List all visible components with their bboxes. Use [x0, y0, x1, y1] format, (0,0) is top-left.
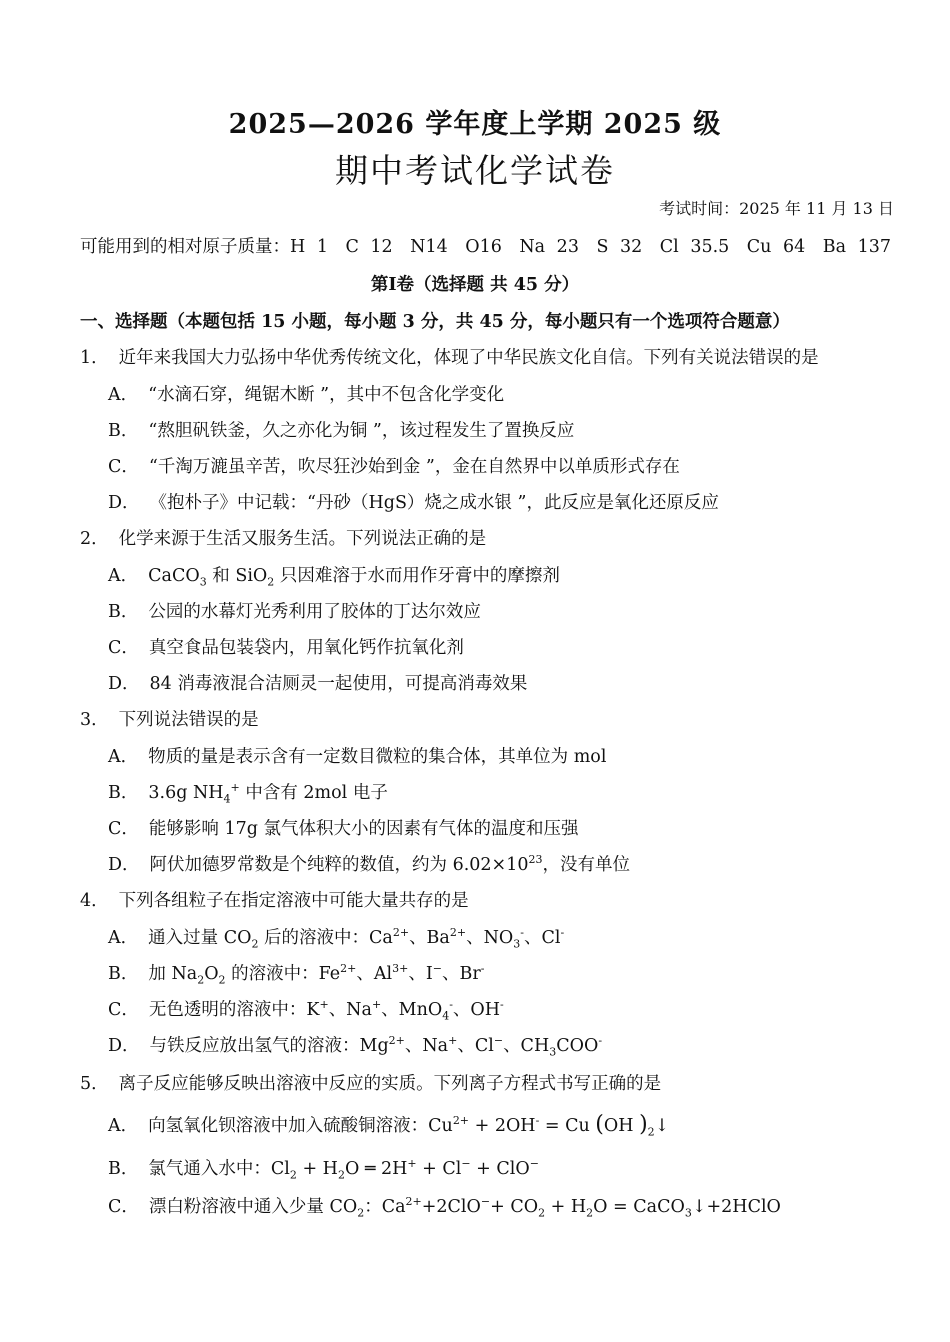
superscript: + [407, 1157, 417, 1171]
question-3-option-d [108, 851, 630, 876]
question-4-option-b [108, 960, 484, 985]
school-year-title: 2025—2026 学年度上学期 2025 级 [228, 109, 722, 140]
formula-text: 通入过量 CO [148, 928, 252, 948]
formula-text: 、Ba [409, 928, 450, 948]
question-3-option-b [108, 779, 388, 804]
subscript: 2 [586, 1206, 594, 1220]
question-3-option-c [108, 815, 579, 840]
formula-text: CaCO [148, 566, 200, 586]
option-text: 公园的水幕灯光秀利用了胶体的丁达尔效应 [148, 602, 481, 622]
formula-text: 无色透明的溶液中：K [148, 1000, 320, 1020]
superscript: + [371, 998, 382, 1012]
formula-text: 、I [408, 964, 433, 984]
question-4-option-c [108, 996, 504, 1021]
question-2-option-d [108, 670, 527, 695]
subscript: 3 [684, 1206, 692, 1220]
superscript: 2+ [405, 1195, 422, 1209]
formula-text: 、Na [404, 1036, 449, 1056]
superscript: + [230, 781, 240, 795]
option-label: B． [108, 964, 139, 984]
formula-text: 、Cl [457, 1036, 494, 1056]
option-label: B． [108, 1159, 139, 1179]
superscript: − [432, 962, 442, 976]
superscript: + [448, 1034, 458, 1048]
formula-text: 、MnO [381, 1000, 443, 1020]
formula-text: + CO [490, 1197, 539, 1217]
exam-title: 期中考试化学试卷 [335, 151, 615, 190]
option-text: “熬胆矾铁釜，久之亦化为铜 ”，该过程发生了置换反应 [148, 421, 575, 441]
superscript: − [529, 1157, 539, 1171]
option-text: 中含有 2mol 电子 [239, 783, 388, 803]
formula-text: + ClO [470, 1159, 530, 1179]
question-number: 5． [80, 1074, 109, 1094]
formula-text: = Cu [539, 1116, 596, 1136]
option-text: 阿伏加德罗常数是个纯粹的数值，约为 6.02×10 [149, 855, 529, 875]
formula-text: 3.6g NH [148, 783, 224, 803]
question-1-option-c [108, 453, 680, 478]
question-5-option-b [108, 1155, 539, 1180]
option-text: 物质的量是表示含有一定数目微粒的集合体，其单位为 mol [148, 747, 607, 767]
subscript: 4 [223, 792, 231, 806]
formula-text: 与铁反应放出氢气的溶液：Mg [149, 1036, 389, 1056]
question-5-option-a [108, 1112, 669, 1137]
formula-text: COO [556, 1036, 599, 1056]
question-2-option-a [108, 562, 560, 587]
question-1-option-b [108, 417, 574, 442]
superscript: 2+ [388, 1034, 405, 1048]
question-text: 下列各组粒子在指定溶液中可能大量共存的是 [118, 891, 469, 911]
option-label: D． [108, 1036, 140, 1056]
formula-text: 后的溶液中：Ca [258, 928, 393, 948]
formula-text: ↓ [654, 1116, 670, 1136]
option-text: 能够影响 17g 氯气体积大小的因素有气体的温度和压强 [148, 819, 579, 839]
exam-time: 考试时间：2025 年 11 月 13 日 [659, 199, 894, 218]
question-1-option-a [108, 381, 504, 406]
formula-text: 、Cl [523, 928, 561, 948]
volume-title: 第Ⅰ卷（选择题 共 45 分） [370, 275, 580, 295]
option-label: A． [108, 566, 139, 586]
question-1-option-d [108, 489, 719, 514]
section-heading: 一、选择题（本题包括 15 小题，每小题 3 分，共 45 分，每小题只有一个选项符合题意） [80, 312, 790, 332]
option-label: C． [108, 819, 139, 839]
formula-text: 氯气通入水中：Cl [148, 1159, 290, 1179]
superscript: 23 [528, 853, 543, 867]
option-label: C． [108, 457, 139, 477]
question-2-option-c [108, 634, 464, 659]
formula-text: OH [603, 1116, 640, 1136]
option-label: C． [108, 1000, 139, 1020]
option-text: 《抱朴子》中记载：“丹砂（HgS）烧之成水银 ”，此反应是氧化还原反应 [149, 493, 719, 513]
question-3-option-a [108, 743, 606, 768]
subscript: 2 [337, 1168, 345, 1182]
question-2-stem [80, 525, 486, 550]
formula-text: + 2OH [469, 1116, 536, 1136]
formula-text: 加 Na [148, 964, 198, 984]
close-paren: ) [639, 1112, 648, 1137]
option-text: “千淘万漉虽辛苦，吹尽狂沙始到金 ”，金在自然界中以单质形式存在 [148, 457, 680, 477]
option-text: ，没有单位 [542, 855, 630, 875]
superscript: 3+ [392, 962, 409, 976]
subscript: 4 [442, 1009, 450, 1023]
superscript: - [598, 1034, 603, 1048]
option-label: D． [108, 674, 140, 694]
option-label: A． [108, 385, 139, 405]
subscript: 2 [218, 973, 226, 987]
subscript: 3 [199, 575, 207, 589]
option-text: 84 消毒液混合洁厕灵一起使用，可提高消毒效果 [149, 674, 528, 694]
subscript: 2 [267, 575, 275, 589]
superscript: 2+ [340, 962, 357, 976]
option-label: B． [108, 421, 139, 441]
question-text: 离子反应能够反映出溶液中反应的实质。下列离子方程式书写正确的是 [118, 1074, 662, 1094]
question-number: 3． [80, 710, 109, 730]
formula-text: 、Al [356, 964, 393, 984]
formula-text: 、OH [452, 1000, 501, 1020]
option-text: “水滴石穿，绳锯木断 ”，其中不包含化学变化 [148, 385, 505, 405]
option-label: C． [108, 638, 139, 658]
question-5-stem [80, 1070, 661, 1095]
superscript: - [520, 926, 524, 940]
formula-text: + H [296, 1159, 338, 1179]
superscript: − [461, 1157, 471, 1171]
question-1-stem [80, 344, 819, 369]
formula-text: + H [545, 1197, 587, 1217]
question-number: 1． [80, 348, 109, 368]
superscript: 2+ [449, 926, 467, 940]
superscript: − [493, 1034, 504, 1048]
option-label: B． [108, 783, 139, 803]
option-label: B． [108, 602, 139, 622]
option-text: 真空食品包装袋内，用氧化钙作抗氧化剂 [148, 638, 464, 658]
option-label: D． [108, 493, 140, 513]
formula-text: O = CaCO [593, 1197, 685, 1217]
question-text: 近年来我国大力弘扬中华优秀传统文化，体现了中华民族文化自信。下列有关说法错误的是 [118, 348, 819, 368]
formula-text: O [204, 964, 219, 984]
question-number: 2． [80, 529, 109, 549]
question-text: 下列说法错误的是 [118, 710, 259, 730]
formula-text: ：Ca [364, 1197, 406, 1217]
formula-text: + Cl [416, 1159, 462, 1179]
option-label: A． [108, 928, 139, 948]
atomic-masses: 可能用到的相对原子质量：H 1 C 12 N14 O16 Na 23 S 32 Cl 35.5 Cu 64 Ba 137 [80, 237, 892, 257]
superscript: - [480, 962, 485, 976]
open-paren: ( [595, 1112, 604, 1137]
superscript: - [560, 926, 565, 940]
formula-text: O ═ 2H [344, 1159, 408, 1179]
superscript: − [480, 1195, 491, 1209]
option-label: A． [108, 747, 139, 767]
superscript: - [449, 998, 453, 1012]
question-5-option-c [108, 1193, 781, 1218]
question-text: 化学来源于生活又服务生活。下列说法正确的是 [118, 529, 487, 549]
question-4-option-a [108, 924, 564, 949]
option-label: C． [108, 1197, 139, 1217]
subscript: 2 [289, 1168, 297, 1182]
formula-text: +2ClO [421, 1197, 481, 1217]
formula-text: 的溶液中：Fe [225, 964, 341, 984]
question-number: 4． [80, 891, 109, 911]
formula-text: 、Na [328, 1000, 372, 1020]
superscript: + [319, 998, 329, 1012]
formula-text: ↓+2HClO [691, 1197, 781, 1217]
formula-text: 、NO [466, 928, 514, 948]
subscript: 3 [549, 1045, 557, 1059]
subscript: 2 [647, 1125, 655, 1139]
formula-text: 、CH [503, 1036, 550, 1056]
option-text: 只因难溶于水而用作牙膏中的摩擦剂 [274, 566, 560, 586]
question-3-stem [80, 706, 259, 731]
subscript: 2 [197, 973, 205, 987]
subscript: 2 [357, 1206, 365, 1220]
formula-text: 漂白粉溶液中通入少量 CO [148, 1197, 358, 1217]
superscript: 2+ [452, 1114, 470, 1128]
formula-text: 和 SiO [206, 566, 268, 586]
superscript: - [535, 1114, 540, 1128]
formula-text: 、Br [441, 964, 481, 984]
question-4-stem [80, 887, 469, 912]
formula-text: 向氢氧化钡溶液中加入硫酸铜溶液：Cu [148, 1116, 453, 1136]
superscript: - [500, 998, 504, 1012]
subscript: 2 [251, 937, 259, 951]
question-4-option-d [108, 1032, 602, 1057]
option-label: D． [108, 855, 140, 875]
superscript: 2+ [392, 926, 410, 940]
subscript: 3 [513, 937, 521, 951]
question-2-option-b [108, 598, 481, 623]
option-label: A． [108, 1116, 139, 1136]
subscript: 2 [538, 1206, 546, 1220]
